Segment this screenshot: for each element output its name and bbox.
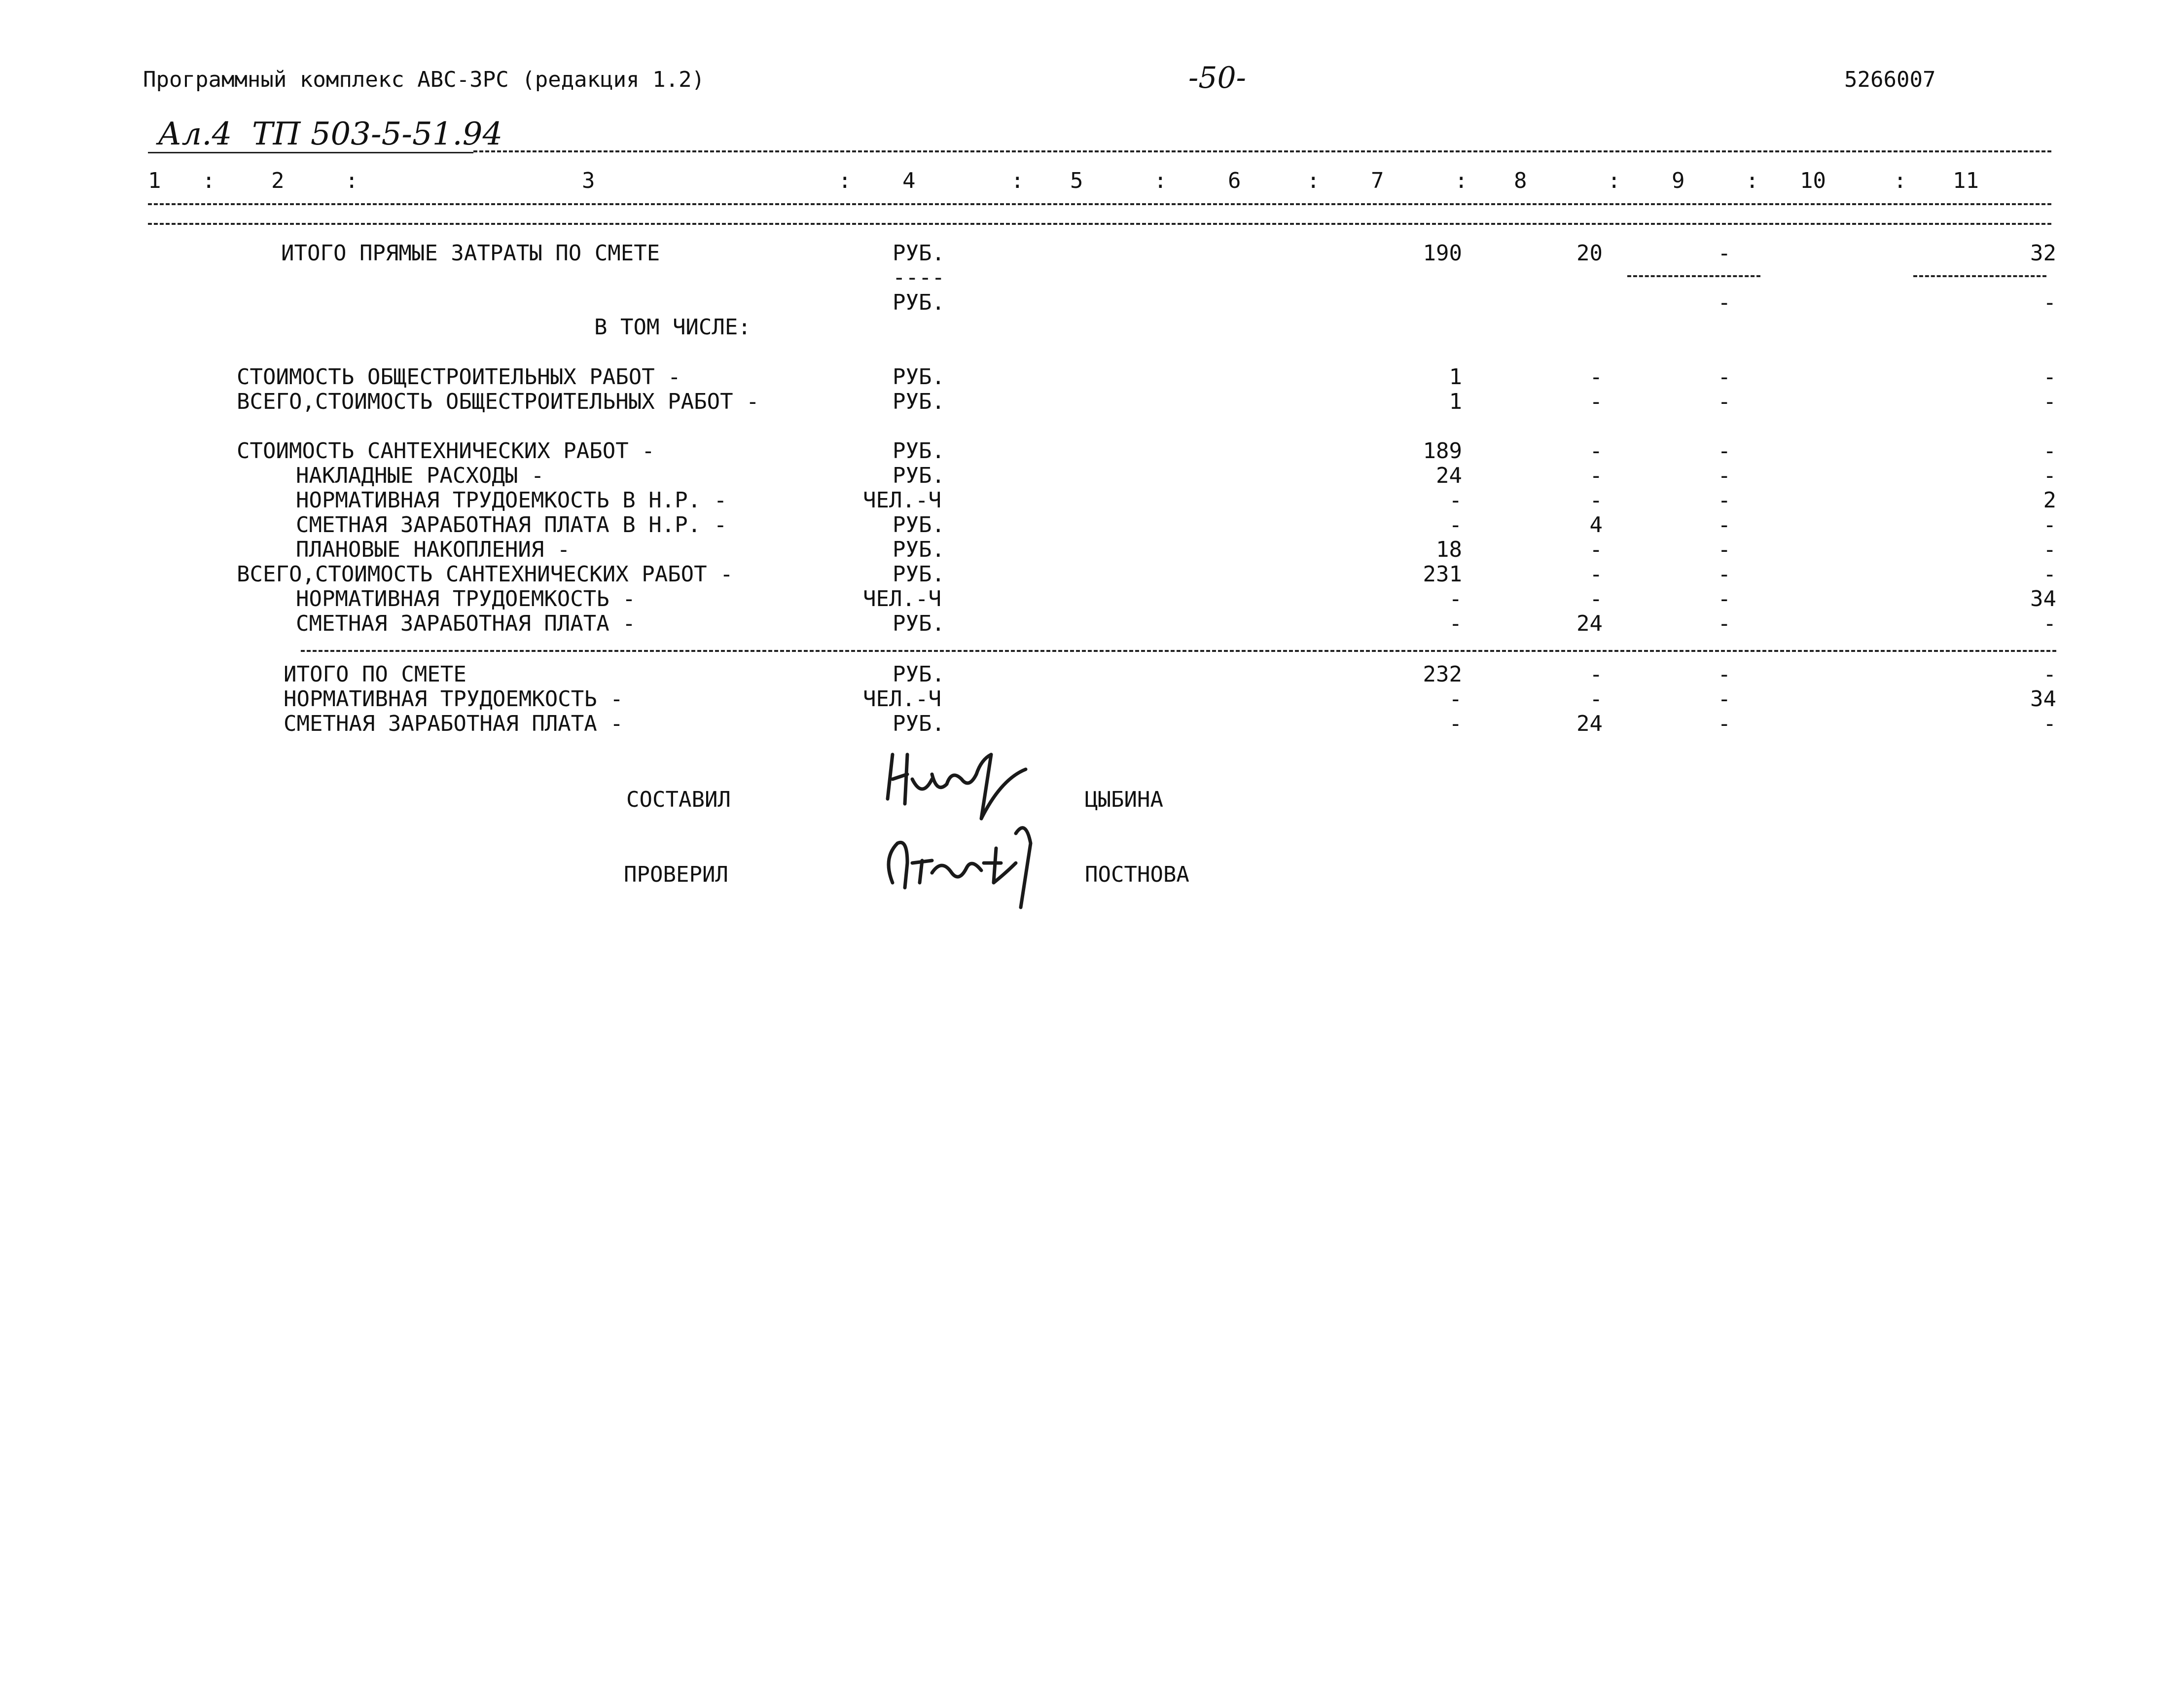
row-unit: РУБ. [893, 662, 945, 687]
cell-col8: - [1589, 562, 1603, 587]
cell-col7: 232 [1423, 662, 1462, 687]
column-separator: : [1307, 168, 1320, 193]
cell-col9: - [1718, 290, 1731, 315]
column-separator: : [1154, 168, 1167, 193]
cell-col11: - [2043, 364, 2056, 390]
row-unit: РУБ. [893, 562, 945, 587]
cell-col7: - [1449, 586, 1462, 611]
row-label: СМЕТНАЯ ЗАРАБОТНАЯ ПЛАТА - [296, 611, 636, 636]
cell-col11: - [2043, 290, 2056, 315]
cell-col8: - [1589, 438, 1603, 464]
cell-col9: - [1718, 438, 1731, 464]
cell-col11: - [2043, 438, 2056, 464]
row-label: НОРМАТИВНАЯ ТРУДОЕМКОСТЬ В Н.Р. - [296, 488, 727, 513]
row-label: СТОИМОСТЬ САНТЕХНИЧЕСКИХ РАБОТ - [237, 438, 655, 464]
row-label: СМЕТНАЯ ЗАРАБОТНАЯ ПЛАТА В Н.Р. - [296, 512, 727, 538]
cell-col8: - [1589, 463, 1603, 488]
column-number: 6 [1228, 168, 1241, 193]
cell-col7: 1 [1449, 389, 1462, 414]
cell-col9: - [1718, 537, 1731, 562]
row-unit: ЧЕЛ.-Ч [863, 686, 941, 712]
cell-col8: 24 [1576, 711, 1603, 736]
handwritten-reference: Ал.4 ТП 503-5-51.94 [158, 116, 503, 152]
row-label: ИТОГО ПО СМЕТЕ [284, 662, 466, 687]
column-separator: : [1608, 168, 1621, 193]
cell-col7: - [1449, 686, 1462, 712]
cell-col9: - [1718, 611, 1731, 636]
cell-col7: 24 [1436, 463, 1462, 488]
cell-col8: - [1589, 389, 1603, 414]
column-number: 4 [902, 168, 916, 193]
row-unit: РУБ. [893, 290, 945, 315]
total-separator-rule [301, 650, 2056, 652]
signature-checked [878, 814, 1045, 912]
cell-col8: 4 [1589, 512, 1603, 538]
row-label: СТОИМОСТЬ ОБЩЕСТРОИТЕЛЬНЫХ РАБОТ - [237, 364, 681, 390]
cell-col8: - [1589, 662, 1603, 687]
row-label: ВСЕГО,СТОИМОСТЬ САНТЕХНИЧЕСКИХ РАБОТ - [237, 562, 733, 587]
row-unit: РУБ. [893, 389, 945, 414]
cell-col7: - [1449, 512, 1462, 538]
column-separator: : [1746, 168, 1759, 193]
cell-col11: 34 [2030, 586, 2056, 611]
row-label: В ТОМ ЧИСЛЕ: [594, 315, 751, 340]
page-number: -50- [1188, 61, 1246, 95]
row-unit: РУБ. [893, 537, 945, 562]
row-unit: РУБ. [893, 438, 945, 464]
row-unit: РУБ. [893, 711, 945, 736]
row-label: НАКЛАДНЫЕ РАСХОДЫ - [296, 463, 544, 488]
reference-underline [148, 152, 473, 153]
compiled-by-label: СОСТАВИЛ [626, 787, 731, 812]
column-number: 5 [1070, 168, 1083, 193]
cell-col9: - [1718, 562, 1731, 587]
compiled-by-name: ЦЫБИНА [1085, 787, 1163, 812]
cell-col7: 189 [1423, 438, 1462, 464]
column-separator: : [1894, 168, 1907, 193]
cell-col7: - [1449, 711, 1462, 736]
column-number: 2 [271, 168, 285, 193]
cell-col11: 2 [2043, 488, 2056, 513]
cell-col11: - [2043, 463, 2056, 488]
cell-col8: - [1589, 686, 1603, 712]
row-label: НОРМАТИВНАЯ ТРУДОЕМКОСТЬ - [284, 686, 623, 712]
cell-col7: - [1449, 488, 1462, 513]
cell-col8: - [1589, 586, 1603, 611]
software-title: Программный комплекс АВС-3РС (редакция 1.2) [143, 67, 705, 92]
row-unit: РУБ. [893, 463, 945, 488]
cell-col11: 34 [2030, 686, 2056, 712]
column-number: 8 [1514, 168, 1527, 193]
row-unit: РУБ. [893, 512, 945, 538]
row-unit: РУБ. [893, 241, 945, 266]
cell-col9: - [1718, 711, 1731, 736]
cell-col7: 1 [1449, 364, 1462, 390]
column-number: 10 [1800, 168, 1826, 193]
checked-by-name: ПОСТНОВА [1085, 862, 1189, 887]
column-number: 9 [1672, 168, 1685, 193]
row-unit: РУБ. [893, 611, 945, 636]
cell-col11: 32 [2030, 241, 2056, 266]
column-separator: : [345, 168, 358, 193]
cell-col8: - [1589, 364, 1603, 390]
column-separator: : [1011, 168, 1024, 193]
document-code: 5266007 [1844, 67, 1936, 92]
row-unit: ЧЕЛ.-Ч [863, 488, 941, 513]
cell-col9: - [1718, 463, 1731, 488]
cell-col8: - [1589, 488, 1603, 513]
row-unit: РУБ. [893, 364, 945, 390]
col11-subtotal-rule [1913, 275, 2046, 277]
column-separator: : [202, 168, 215, 193]
cell-col8: - [1589, 537, 1603, 562]
cell-col9: - [1718, 364, 1731, 390]
cell-col9: - [1718, 389, 1731, 414]
cell-col11: - [2043, 389, 2056, 414]
cell-col7: - [1449, 611, 1462, 636]
cell-col9: - [1718, 241, 1731, 266]
header-rule-1 [148, 203, 2051, 205]
row-unit: ЧЕЛ.-Ч [863, 586, 941, 611]
column-number: 1 [148, 168, 161, 193]
row-label: НОРМАТИВНАЯ ТРУДОЕМКОСТЬ - [296, 586, 636, 611]
column-number: 7 [1371, 168, 1384, 193]
column-number: 11 [1953, 168, 1979, 193]
cell-col11: - [2043, 711, 2056, 736]
checked-by-label: ПРОВЕРИЛ [624, 862, 728, 887]
cell-col11: - [2043, 537, 2056, 562]
cell-col7: 18 [1436, 537, 1462, 562]
cell-col7: 190 [1423, 241, 1462, 266]
top-rule [473, 150, 2051, 152]
row-label: ПЛАНОВЫЕ НАКОПЛЕНИЯ - [296, 537, 571, 562]
row-unit: ---- [893, 265, 945, 290]
column-separator: : [838, 168, 852, 193]
col9-subtotal-rule [1627, 275, 1760, 277]
cell-col9: - [1718, 512, 1731, 538]
cell-col11: - [2043, 611, 2056, 636]
cell-col7: 231 [1423, 562, 1462, 587]
row-label: СМЕТНАЯ ЗАРАБОТНАЯ ПЛАТА - [284, 711, 623, 736]
row-label: ИТОГО ПРЯМЫЕ ЗАТРАТЫ ПО СМЕТЕ [281, 241, 660, 266]
cell-col9: - [1718, 488, 1731, 513]
cell-col9: - [1718, 586, 1731, 611]
column-number: 3 [582, 168, 595, 193]
cell-col8: 24 [1576, 611, 1603, 636]
cell-col9: - [1718, 686, 1731, 712]
column-separator: : [1455, 168, 1468, 193]
cell-col11: - [2043, 512, 2056, 538]
cell-col8: 20 [1576, 241, 1603, 266]
cell-col11: - [2043, 662, 2056, 687]
row-label: ВСЕГО,СТОИМОСТЬ ОБЩЕСТРОИТЕЛЬНЫХ РАБОТ - [237, 389, 759, 414]
header-rule-2 [148, 223, 2051, 225]
cell-col9: - [1718, 662, 1731, 687]
cell-col11: - [2043, 562, 2056, 587]
